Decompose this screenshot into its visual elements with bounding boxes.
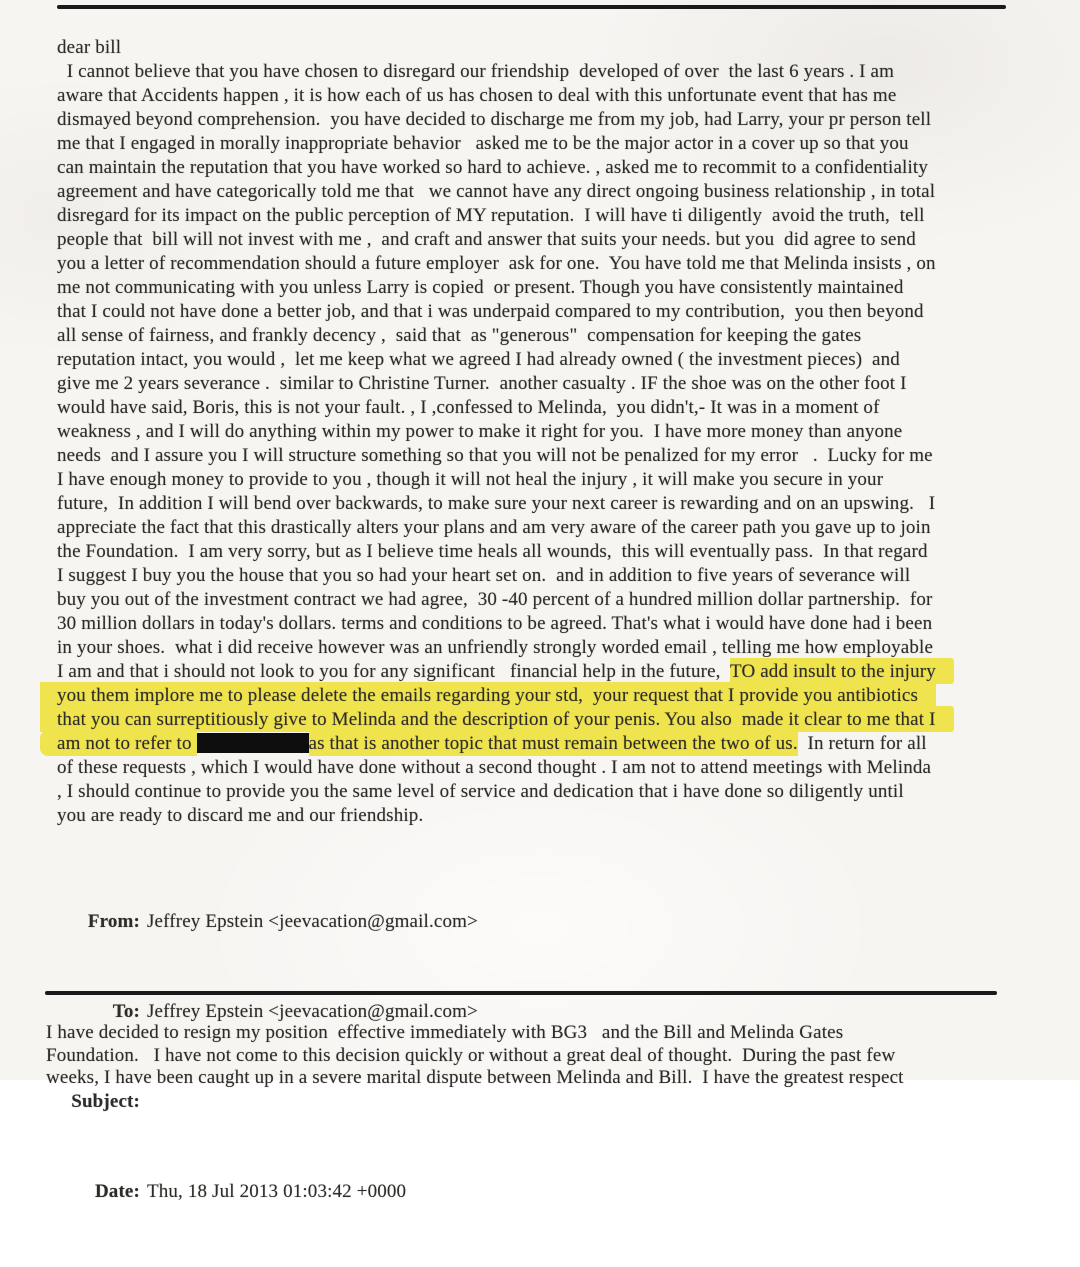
letter-text: I cannot believe that you have chosen to disregard our friendship developed of over the last 6 years . I am bbox=[57, 61, 895, 82]
highlighted-text: you them implore me to please delete the emails regarding your std, your request that I provide you antibiotics bbox=[40, 682, 936, 708]
resignation-line bbox=[46, 1067, 1056, 1090]
top-divider-line bbox=[57, 5, 1006, 9]
letter-text: I am and that i should not look to you for any significant financial help in the future, bbox=[57, 661, 731, 682]
letter-line bbox=[57, 300, 1047, 324]
letter-line bbox=[57, 492, 1047, 516]
section-divider-line bbox=[45, 991, 997, 995]
highlighted-text: TO add insult to the injury bbox=[730, 658, 954, 684]
letter-text: dear bill bbox=[57, 37, 122, 58]
letter-line bbox=[57, 180, 1047, 204]
from-label: From: bbox=[87, 911, 140, 932]
letter-text: appreciate the fact that this drastically alters your plans and am very aware of the career path you gave up to join bbox=[57, 517, 931, 538]
letter-line bbox=[57, 348, 1047, 372]
letter-text: you a letter of recommendation should a future employer ask for one. You have told me that Melinda insists , on bbox=[57, 253, 936, 274]
email-header-row-subject bbox=[57, 1087, 478, 1117]
highlighted-text: that you can surreptitiously give to Melinda and the description of your penis. You also made it clear to me that I bbox=[40, 706, 954, 732]
letter-line bbox=[57, 468, 1047, 492]
letter-line bbox=[57, 612, 1047, 636]
letter-text: would have said, Boris, this is not your fault. , I ,confessed to Melinda, you didn't,- It was in a moment of bbox=[57, 397, 880, 418]
letter-line bbox=[57, 804, 1047, 828]
highlighted-text: as that is another topic that must remain between the two of us. bbox=[309, 730, 798, 756]
resignation-line bbox=[46, 1045, 1056, 1068]
letter-text: all sense of fairness, and frankly decency , said that as "generous" compensation for keeping the gates bbox=[57, 325, 862, 346]
letter-text: the Foundation. I am very sorry, but as I believe time heals all wounds, this will eventually pass. In that regard bbox=[57, 541, 928, 562]
letter-text: Foundation. I have not come to this decision quickly or without a great deal of thought. During the past few bbox=[46, 1044, 896, 1066]
letter-text: reputation intact, you would , let me keep what we agreed I had already owned ( the investment pieces) and bbox=[57, 349, 900, 370]
letter-body bbox=[57, 36, 1047, 828]
letter-line bbox=[57, 132, 1047, 156]
highlighted-text: am not to refer to bbox=[40, 730, 197, 756]
subject-label: Subject: bbox=[71, 1091, 140, 1112]
letter-line bbox=[57, 228, 1047, 252]
letter-line bbox=[57, 108, 1047, 132]
email-header-row-date bbox=[57, 1177, 478, 1207]
letter-line bbox=[57, 252, 1047, 276]
to-label: To: bbox=[112, 1001, 140, 1022]
letter-text: , I should continue to provide you the same level of service and dedication that i have done so diligently until bbox=[57, 781, 904, 802]
letter-line bbox=[57, 324, 1047, 348]
letter-text: you are ready to discard me and our friendship. bbox=[57, 805, 424, 826]
letter-text: buy you out of the investment contract we had agree, 30 -40 percent of a hundred million dollar partnership. for bbox=[57, 589, 933, 610]
redaction-bar bbox=[197, 733, 309, 753]
letter-text: In return for all bbox=[797, 733, 927, 754]
letter-line bbox=[57, 516, 1047, 540]
letter-line bbox=[57, 420, 1047, 444]
letter-line bbox=[57, 684, 1047, 708]
letter-text: of these requests , which I would have done without a second thought . I am not to attend meetings with Melinda bbox=[57, 757, 932, 778]
letter-line bbox=[57, 660, 1047, 684]
letter-text: me that I engaged in morally inappropriate behavior asked me to be the major actor in a cover up so that you bbox=[57, 133, 909, 154]
date-value: Thu, 18 Jul 2013 01:03:42 +0000 bbox=[147, 1181, 407, 1202]
letter-line bbox=[57, 444, 1047, 468]
letter-text: people that bill will not invest with me , and craft and answer that suits your needs. but you did agree to send bbox=[57, 229, 916, 250]
letter-text: me not communicating with you unless Larry is copied or present. Though you have consistently maintained bbox=[57, 277, 904, 298]
letter-text: I have enough money to provide to you , though it will not heal the injury , it will make you secure in your bbox=[57, 469, 884, 490]
resignation-paragraph bbox=[46, 1022, 1056, 1090]
resignation-line bbox=[46, 1022, 1056, 1045]
letter-text: future, In addition I will bend over backwards, to make sure your next career is rewarding and on an upswing. I bbox=[57, 493, 936, 514]
letter-text: aware that Accidents happen , it is how each of us has chosen to deal with this unfortunate event that has me bbox=[57, 85, 897, 106]
letter-line bbox=[57, 732, 1047, 756]
letter-line bbox=[57, 780, 1047, 804]
letter-text: that I could not have done a better job, and that i was underpaid compared to my contribution, you then beyond bbox=[57, 301, 924, 322]
letter-text: can maintain the reputation that you have worked so hard to achieve. , asked me to recommit to a confidentiality bbox=[57, 157, 928, 178]
email-header-row-from bbox=[57, 907, 478, 937]
letter-text: agreement and have categorically told me that we cannot have any direct ongoing business relationship , in total bbox=[57, 181, 936, 202]
letter-line bbox=[57, 60, 1047, 84]
letter-line bbox=[57, 84, 1047, 108]
letter-text: dismayed beyond comprehension. you have decided to discharge me from my job, had Larry, your pr person tell bbox=[57, 109, 932, 130]
letter-text: I have decided to resign my position effective immediately with BG3 and the Bill and Melinda Gates bbox=[46, 1022, 844, 1043]
letter-line bbox=[57, 708, 1047, 732]
letter-line bbox=[57, 756, 1047, 780]
date-label: Date: bbox=[94, 1181, 140, 1202]
letter-text: I suggest I buy you the house that you so had your heart set on. and in addition to five years of severance will bbox=[57, 565, 911, 586]
letter-text: weeks, I have been caught up in a severe marital dispute between Melinda and Bill. I have the greatest respect bbox=[46, 1067, 904, 1088]
letter-text: in your shoes. what i did receive however was an unfriendly strongly worded email , telling me how employable bbox=[57, 637, 934, 658]
letter-line bbox=[57, 204, 1047, 228]
letter-text: needs and I assure you I will structure something so that you will not be penalized for my error . Lucky for me bbox=[57, 445, 933, 466]
letter-line bbox=[57, 396, 1047, 420]
letter-line bbox=[57, 36, 1047, 60]
letter-line bbox=[57, 540, 1047, 564]
letter-text: disregard for its impact on the public perception of MY reputation. I will have ti diligently avoid the truth, tell bbox=[57, 205, 925, 226]
letter-text: weakness , and I will do anything within my power to make it right for you. I have more money than anyone bbox=[57, 421, 903, 442]
letter-line bbox=[57, 276, 1047, 300]
letter-line bbox=[57, 156, 1047, 180]
from-value: Jeffrey Epstein <jeevacation@gmail.com> bbox=[147, 911, 478, 932]
letter-text: give me 2 years severance . similar to Christine Turner. another casualty . IF the shoe was on the other foot I bbox=[57, 373, 907, 394]
letter-line bbox=[57, 564, 1047, 588]
to-value: Jeffrey Epstein <jeevacation@gmail.com> bbox=[147, 1001, 478, 1022]
letter-text: 30 million dollars in today's dollars. terms and conditions to be agreed. That's what i would have done had i been bbox=[57, 613, 933, 634]
letter-line bbox=[57, 588, 1047, 612]
letter-line bbox=[57, 372, 1047, 396]
letter-line bbox=[57, 636, 1047, 660]
